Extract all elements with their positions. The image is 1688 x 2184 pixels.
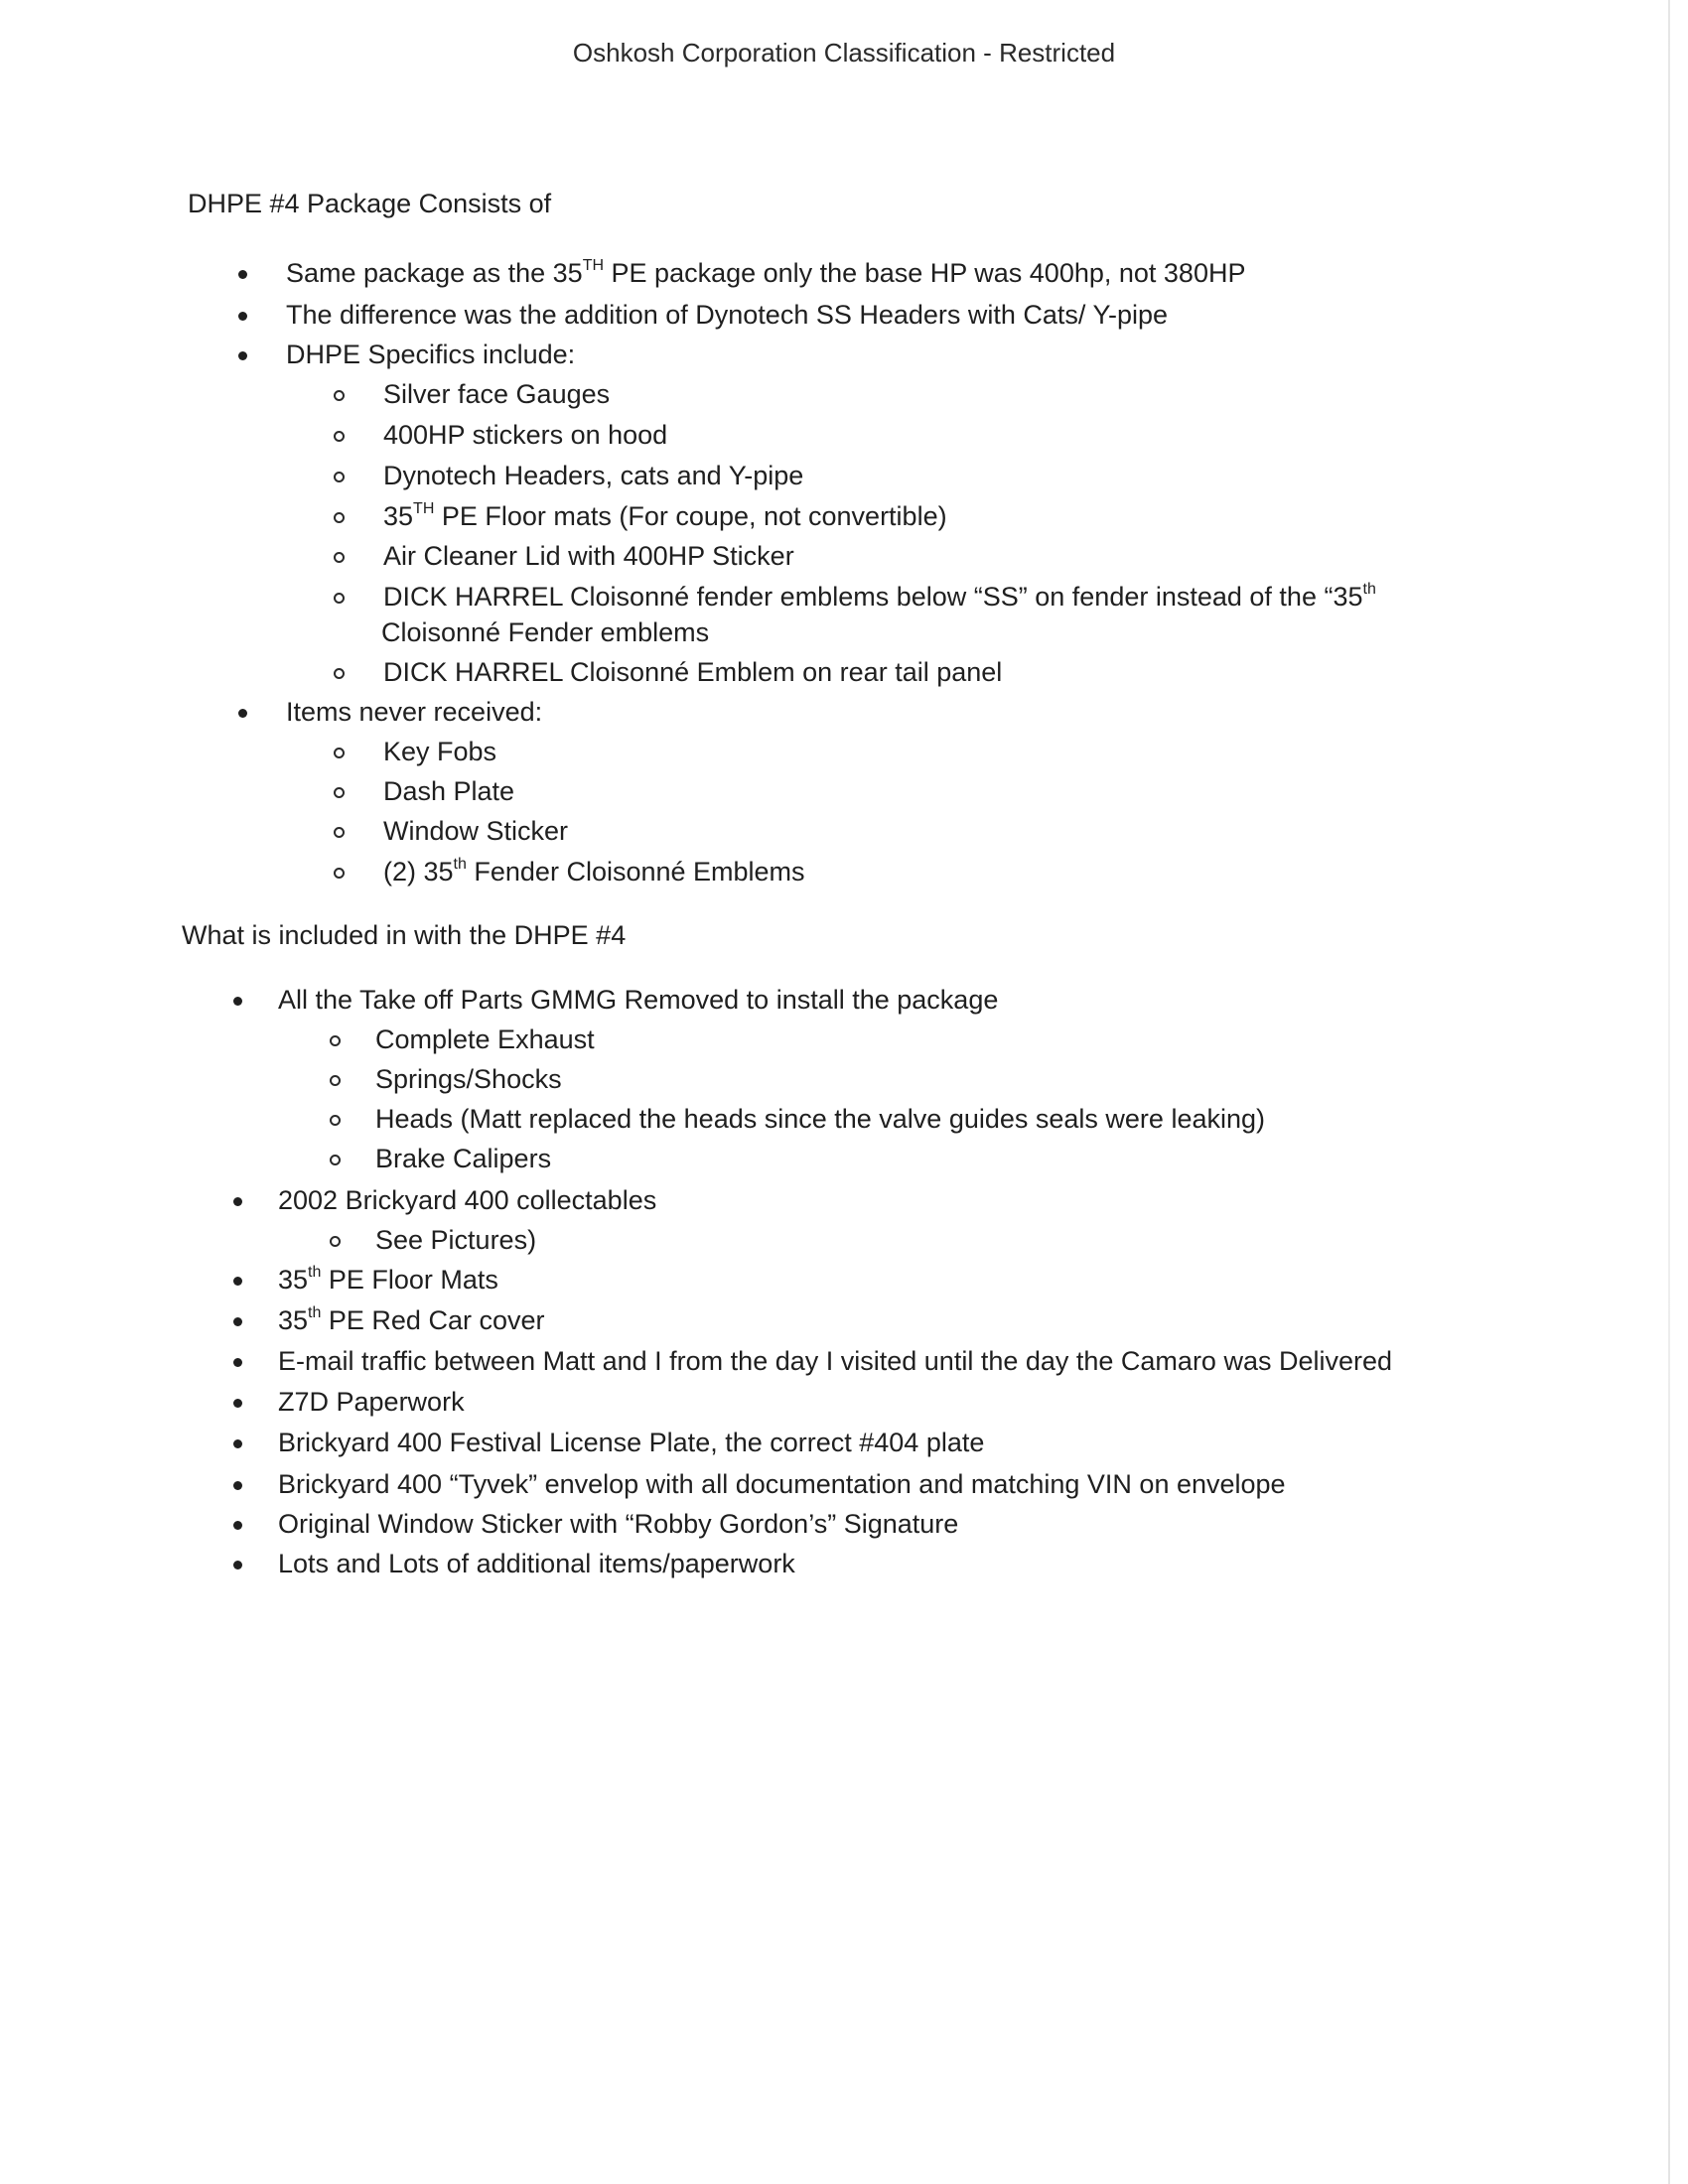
- item-text: 35: [383, 501, 414, 531]
- bullet-dot-icon: [233, 1358, 242, 1367]
- item-text: (2) 35: [383, 857, 454, 887]
- item-text: Springs/Shocks: [375, 1064, 562, 1094]
- item-text: Key Fobs: [383, 737, 497, 766]
- item-text: Original Window Sticker with “Robby Gordon’s” Signature: [278, 1509, 959, 1539]
- item-text: 2002 Brickyard 400 collectables: [278, 1185, 657, 1215]
- bullet-dot-icon: [238, 312, 247, 321]
- bullet-circle-icon: [334, 868, 345, 879]
- ordinal-superscript: th: [1362, 581, 1376, 598]
- bullet-circle-icon: [334, 787, 345, 798]
- bullet-dot-icon: [233, 1277, 242, 1286]
- section2-list-item: [375, 1102, 1265, 1136]
- bullet-circle-icon: [334, 552, 345, 563]
- ordinal-superscript: th: [308, 1304, 322, 1321]
- bullet-dot-icon: [233, 1399, 242, 1408]
- section1-list-item: [381, 615, 709, 649]
- item-text: Fender Cloisonné Emblems: [466, 857, 805, 887]
- item-text: Brickyard 400 Festival License Plate, the correct #404 plate: [278, 1428, 985, 1457]
- section2-heading: What is included in with the DHPE #4: [182, 920, 627, 950]
- item-text: PE Floor Mats: [321, 1265, 498, 1295]
- item-text: 35: [278, 1265, 309, 1295]
- item-text: Z7D Paperwork: [278, 1387, 465, 1417]
- section2-list-item: [278, 1467, 1286, 1501]
- section2-list-item: [278, 1426, 984, 1459]
- section2-list-item: [278, 1507, 958, 1541]
- bullet-dot-icon: [233, 1317, 242, 1326]
- bullet-dot-icon: [238, 351, 247, 360]
- section2-list-item: [278, 1303, 544, 1337]
- bullet-circle-icon: [334, 748, 345, 758]
- item-text: DICK HARREL Cloisonné Emblem on rear tail panel: [383, 657, 1003, 687]
- item-text: Silver face Gauges: [383, 379, 611, 409]
- section1-list-item: [383, 539, 794, 573]
- bullet-circle-icon: [334, 827, 345, 838]
- item-text: DICK HARREL Cloisonné fender emblems below “SS” on fender instead of the “35: [383, 582, 1363, 612]
- section2-list-item: [278, 983, 998, 1017]
- scan-edge: [1668, 0, 1670, 2184]
- section2-list-item: [278, 1547, 795, 1580]
- bullet-circle-icon: [334, 668, 345, 679]
- section1-list-item: [383, 499, 947, 533]
- item-text: Dash Plate: [383, 776, 515, 806]
- section1-heading: DHPE #4 Package Consists of: [188, 189, 552, 218]
- bullet-dot-icon: [233, 1197, 242, 1206]
- item-text: PE Floor mats (For coupe, not convertible): [434, 501, 947, 531]
- item-text: 35: [278, 1305, 309, 1335]
- bullet-dot-icon: [238, 709, 247, 718]
- item-text: DHPE Specifics include:: [286, 340, 576, 369]
- section2-list-item: [278, 1344, 1392, 1378]
- section1-list-item: [383, 855, 805, 888]
- item-text: Brickyard 400 “Tyvek” envelop with all documentation and matching VIN on envelope: [278, 1469, 1286, 1499]
- section2-list-item: [278, 1385, 465, 1419]
- bullet-circle-icon: [330, 1035, 341, 1046]
- item-text: Items never received:: [286, 697, 543, 727]
- item-text: Same package as the 35: [286, 258, 583, 288]
- section2-list-item: [375, 1223, 536, 1257]
- ordinal-superscript: th: [308, 1264, 322, 1281]
- item-text: All the Take off Parts GMMG Removed to install the package: [278, 985, 999, 1015]
- section1-list-item: [286, 338, 575, 371]
- ordinal-superscript: th: [453, 856, 467, 873]
- section1-list-item: [383, 735, 496, 768]
- section1-list-item: [383, 580, 1376, 614]
- bullet-circle-icon: [330, 1115, 341, 1126]
- ordinal-superscript: TH: [582, 257, 605, 274]
- bullet-dot-icon: [233, 1521, 242, 1530]
- section2-list-item: [375, 1142, 551, 1175]
- item-text: PE Red Car cover: [321, 1305, 545, 1335]
- item-text: See Pictures): [375, 1225, 537, 1255]
- section1-list-item: [383, 774, 514, 808]
- item-text: Brake Calipers: [375, 1144, 552, 1173]
- item-text: Lots and Lots of additional items/paperwork: [278, 1549, 795, 1578]
- section2-list-item: [278, 1263, 498, 1297]
- bullet-circle-icon: [334, 390, 345, 401]
- section1-list-item: [383, 814, 568, 848]
- bullet-circle-icon: [334, 512, 345, 523]
- section1-list-item: [383, 377, 610, 411]
- bullet-circle-icon: [334, 431, 345, 442]
- item-text: Air Cleaner Lid with 400HP Sticker: [383, 541, 794, 571]
- bullet-circle-icon: [334, 472, 345, 482]
- bullet-circle-icon: [330, 1155, 341, 1165]
- item-text: E-mail traffic between Matt and I from the day I visited until the day the Camaro was Delivered: [278, 1346, 1393, 1376]
- item-text: 400HP stickers on hood: [383, 420, 668, 450]
- bullet-dot-icon: [233, 1481, 242, 1490]
- item-text: Window Sticker: [383, 816, 569, 846]
- ordinal-superscript: TH: [413, 500, 435, 517]
- section2-list-item: [278, 1183, 656, 1217]
- item-text: The difference was the addition of Dynotech SS Headers with Cats/ Y-pipe: [286, 300, 1169, 330]
- item-text: PE package only the base HP was 400hp, not 380HP: [604, 258, 1246, 288]
- section1-list-item: [286, 256, 1245, 290]
- section2-list-item: [375, 1023, 595, 1056]
- bullet-circle-icon: [330, 1075, 341, 1086]
- bullet-dot-icon: [233, 1561, 242, 1570]
- section1-list-item: [383, 655, 1002, 689]
- item-text: Heads (Matt replaced the heads since the valve guides seals were leaking): [375, 1104, 1265, 1134]
- section1-list-item: [286, 298, 1168, 332]
- section1-list-item: [383, 418, 667, 452]
- classification-header: Oshkosh Corporation Classification - Restricted: [572, 38, 1116, 68]
- bullet-dot-icon: [233, 1439, 242, 1448]
- bullet-circle-icon: [330, 1236, 341, 1247]
- item-text: Complete Exhaust: [375, 1024, 595, 1054]
- bullet-circle-icon: [334, 593, 345, 604]
- bullet-dot-icon: [233, 997, 242, 1006]
- bullet-dot-icon: [238, 270, 247, 279]
- item-text: Cloisonné Fender emblems: [381, 617, 710, 647]
- section2-list-item: [375, 1062, 562, 1096]
- item-text: Dynotech Headers, cats and Y-pipe: [383, 461, 804, 490]
- section1-list-item: [383, 459, 803, 492]
- section1-list-item: [286, 695, 542, 729]
